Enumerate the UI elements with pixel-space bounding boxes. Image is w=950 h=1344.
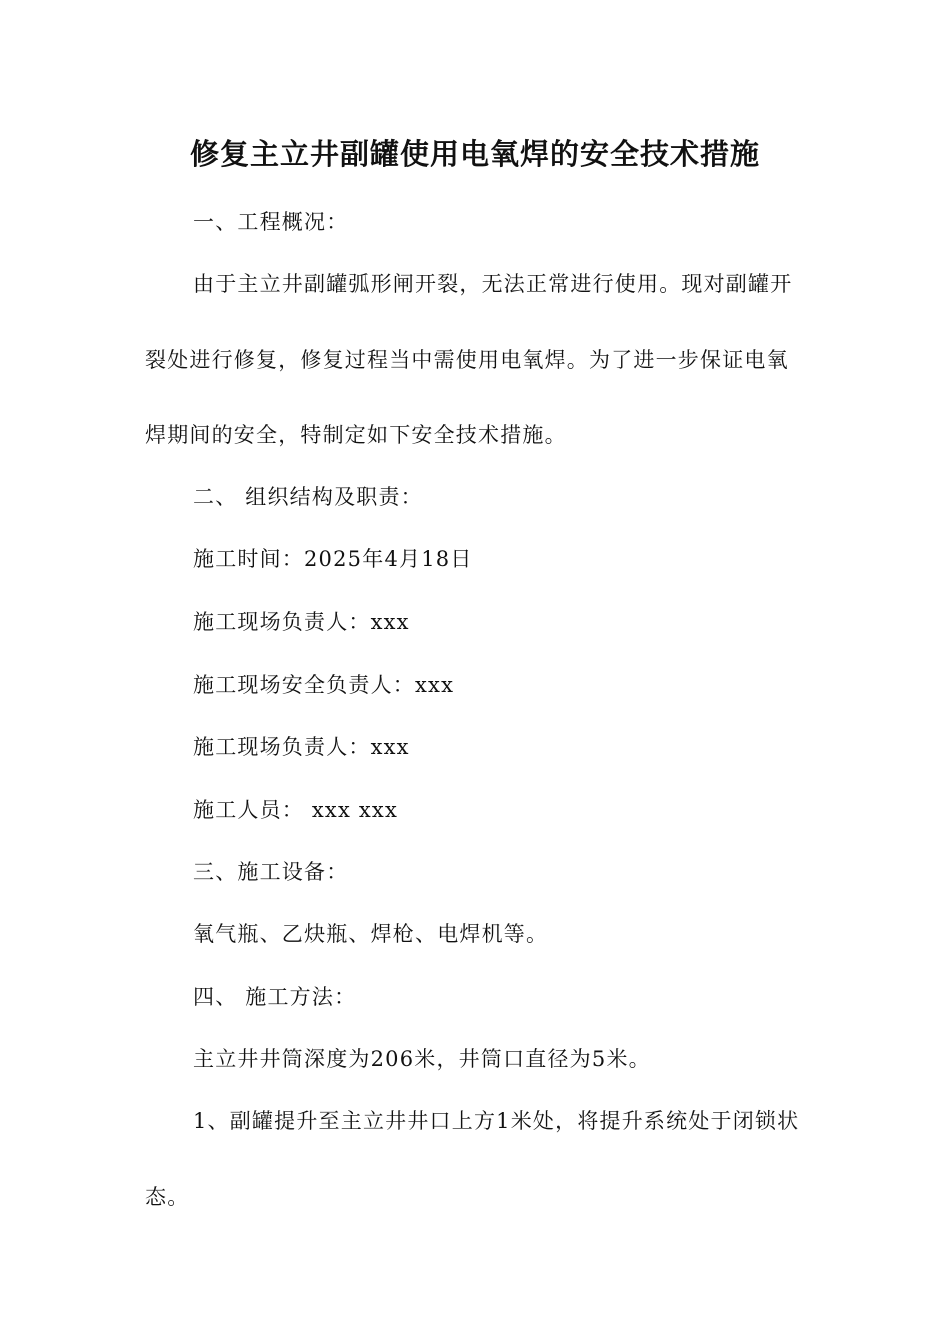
section-heading-organization: 二、 组织结构及职责：: [193, 485, 423, 509]
site-manager-2: 施工现场负责人：xxx: [193, 735, 410, 759]
construction-personnel: 施工人员： xxx xxx: [193, 798, 399, 822]
paragraph-line: 由于主立井副罐弧形闸开裂，无法正常进行使用。现对副罐开: [193, 272, 793, 296]
equipment-list: 氧气瓶、乙炔瓶、焊枪、电焊机等。: [193, 922, 549, 946]
paragraph-line: 焊期间的安全，特制定如下安全技术措施。: [145, 423, 567, 447]
construction-time: 施工时间：2025年4月18日: [193, 547, 473, 571]
section-heading-equipment: 三、施工设备：: [193, 860, 349, 884]
site-manager: 施工现场负责人：xxx: [193, 610, 410, 634]
section-heading-overview: 一、工程概况：: [193, 210, 349, 234]
site-safety-manager: 施工现场安全负责人：xxx: [193, 673, 455, 697]
step-1-line: 1、副罐提升至主立井井口上方1米处，将提升系统处于闭锁状: [193, 1109, 800, 1133]
step-1-line: 态。: [145, 1185, 190, 1209]
document-title: 修复主立井副罐使用电氧焊的安全技术措施: [189, 137, 760, 171]
section-heading-method: 四、 施工方法：: [193, 985, 357, 1009]
paragraph-line: 裂处进行修复，修复过程当中需使用电氧焊。为了进一步保证电氧: [145, 348, 789, 372]
shaft-info: 主立井井筒深度为206米，井筒口直径为5米。: [193, 1047, 651, 1071]
